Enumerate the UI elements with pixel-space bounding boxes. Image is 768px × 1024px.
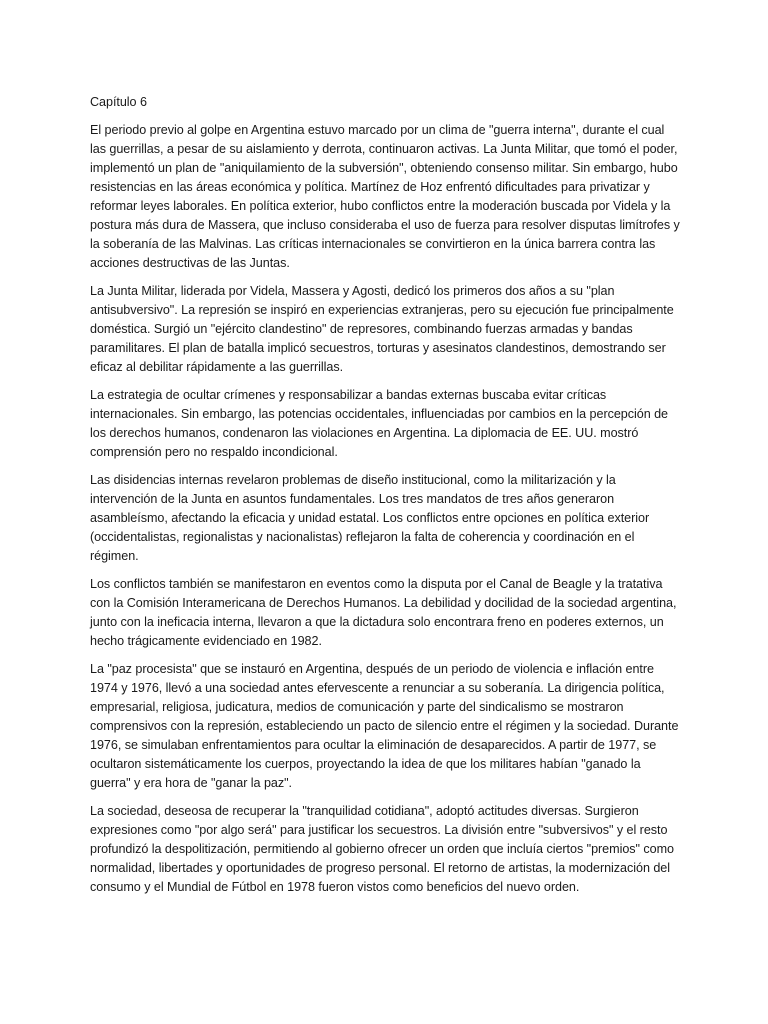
document-body <box>90 93 682 906</box>
paragraph: La estrategia de ocultar crímenes y responsabilizar a bandas externas buscaba evitar críticas internacionales. Sin embargo, las potencias occidentales, influenciadas por cambios en la percepción de los derechos humanos, condenaron las violaciones en Argentina. La diplomacia de EE. UU. mostró comprensión pero no respaldo incondicional. <box>90 388 669 459</box>
paragraph: Las disidencias internas revelaron problemas de diseño institucional, como la militarización y la intervención de la Junta en asuntos fundamentales. Los tres mandatos de tres años generaron asambleísmo, afectando la eficacia y unidad estatal. Los conflictos entre opciones en política exterior (occidentalistas, regionalistas y nacionalistas) reflejaron la falta de coherencia y coordinación en el régimen. <box>90 473 650 563</box>
paragraph: El periodo previo al golpe en Argentina estuvo marcado por un clima de "guerra interna", durante el cual las guerrillas, a pesar de su aislamiento y derrota, continuaron activas. La Junta Militar, que tomó el poder, implementó un plan de "aniquilamiento de la subversión", obteniendo consenso militar. Sin embargo, hubo resistencias en las áreas económica y política. Martínez de Hoz enfrentó dificultades para privatizar y reformar leyes laborales. En política exterior, hubo conflictos entre la moderación buscada por Videla y la postura más dura de Massera, que incluso consideraba el uso de fuerza para resolver disputas limítrofes y la soberanía de las Malvinas. Las críticas internacionales se convirtieron en la única barrera contra las acciones destructivas de las Juntas. <box>90 123 680 270</box>
paragraph: La sociedad, deseosa de recuperar la "tranquilidad cotidiana", adoptó actitudes diversas. Surgieron expresiones como "por algo será" para justificar los secuestros. La división entre "subversivos" y el resto profundizó la despolitización, permitiendo al gobierno ofrecer un orden que incluía ciertos "premios" como normalidad, libertades y oportunidades de progreso personal. El retorno de artistas, la modernización del consumo y el Mundial de Fútbol en 1978 fueron vistos como beneficios del nuevo orden. <box>90 804 674 894</box>
chapter-title: Capítulo 6 <box>90 95 147 109</box>
paragraph: La Junta Militar, liderada por Videla, Massera y Agosti, dedicó los primeros dos años a su "plan antisubversivo". La represión se inspiró en experiencias extranjeras, pero su ejecución fue principalmente doméstica. Surgió un "ejército clandestino" de represores, combinando fuerzas armadas y bandas paramilitares. El plan de batalla implicó secuestros, torturas y asesinatos clandestinos, demostrando ser eficaz al debilitar rápidamente a las guerrillas. <box>90 284 674 374</box>
paragraph: Los conflictos también se manifestaron en eventos como la disputa por el Canal de Beagle y la tratativa con la Comisión Interamericana de Derechos Humanos. La debilidad y docilidad de la sociedad argentina, junto con la ineficacia interna, llevaron a que la dictadura solo encontrara freno en poderes externos, un hecho trágicamente evidenciado en 1982. <box>90 577 677 648</box>
paragraph: La "paz procesista" que se instauró en Argentina, después de un periodo de violencia e inflación entre 1974 y 1976, llevó a una sociedad antes efervescente a renunciar a su soberanía. La dirigencia política, empresarial, religiosa, judicatura, medios de comunicación y parte del sindicalismo se mostraron comprensivos con la represión, estableciendo un pacto de silencio entre el régimen y la sociedad. Durante 1976, se simulaban enfrentamientos para ocultar la eliminación de desaparecidos. A partir de 1977, se ocultaron sistemáticamente los cuerpos, proyectando la idea de que los militares habían "ganado la guerra" y era hora de "ganar la paz". <box>90 662 679 790</box>
